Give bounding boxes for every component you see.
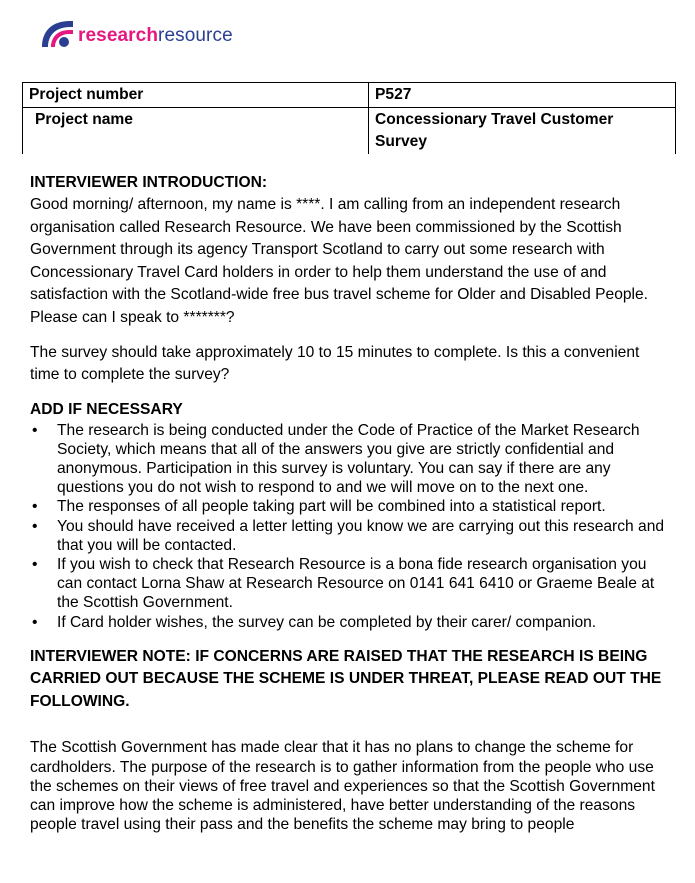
project-info-table (22, 82, 676, 154)
bullet-icon: • (32, 498, 38, 516)
table-row (23, 83, 676, 108)
logo-text-resource: resource (158, 24, 233, 46)
logo-text-research: research (78, 24, 159, 46)
list-item (30, 517, 670, 555)
project-name-value: Concessionary Travel Customer Survey (369, 108, 676, 155)
arc-signal-logo-icon (40, 19, 76, 47)
add-if-necessary-list (30, 421, 670, 632)
list-item-text: If Card holder wishes, the survey can be completed by their carer/ companion. (57, 613, 597, 631)
logo-wordmark (78, 26, 233, 45)
intro-paragraph: Good morning/ afternoon, my name is ****. I am calling from an independent research organisation called Research Resource. We have been commissioned by the Scottish Government through its agency Transport Scotland to carry out some research with Concessionary Travel Card holders in order to help them understand the use of and satisfaction with the Scotland-wide free bus travel scheme for Older and Disabled People. Please can I speak to *******? (30, 196, 649, 326)
list-item (30, 555, 670, 613)
table-row (23, 108, 676, 155)
add-if-necessary-heading: ADD IF NECESSARY (30, 400, 183, 418)
bullet-icon: • (32, 421, 38, 439)
bullet-icon: • (32, 517, 38, 535)
project-name-label: Project name (23, 108, 369, 155)
bullet-icon: • (32, 555, 38, 573)
bullet-icon: • (32, 613, 38, 631)
research-resource-logo (40, 18, 233, 48)
list-item-text: The research is being conducted under the Code of Practice of the Market Research Society, which means that all of the answers you give are strictly confidential and anonymous. Participation in this survey is voluntary. You can say if there are any questions you do not wish to respond to and we will move on to the next one. (57, 421, 640, 497)
list-item-text: You should have received a letter letting you know we are carrying out this research and that you will be contacted. (57, 517, 665, 554)
intro-heading: INTERVIEWER INTRODUCTION: (30, 174, 268, 191)
interviewer-note: INTERVIEWER NOTE: IF CONCERNS ARE RAISED THAT THE RESEARCH IS BEING CARRIED OUT BECAUSE THE SCHEME IS UNDER THREAT, PLEASE READ OUT THE FOLLOWING. (30, 647, 662, 710)
document-body (30, 172, 670, 834)
list-item (30, 613, 670, 632)
project-number-label: Project number (23, 83, 369, 108)
government-statement-paragraph: The Scottish Government has made clear that it has no plans to change the scheme for cardholders. The purpose of the research is to gather information from the people who use the schemes on their views of free travel and experiences so that the Scottish Government can improve how the scheme is administered, have better understanding of the reasons people travel using their pass and the benefits the scheme may bring to people (30, 739, 655, 834)
list-item (30, 421, 670, 498)
list-item-text: The responses of all people taking part will be combined into a statistical report. (57, 498, 606, 516)
survey-time-paragraph: The survey should take approximately 10 to 15 minutes to complete. Is this a convenient time to complete the survey? (30, 343, 640, 384)
project-number-value: P527 (369, 83, 676, 108)
list-item-text: If you wish to check that Research Resource is a bona fide research organisation you can contact Lorna Shaw at Research Resource on 0141 641 6410 or Graeme Beale at the Scottish Government. (57, 555, 655, 612)
list-item (30, 497, 670, 516)
